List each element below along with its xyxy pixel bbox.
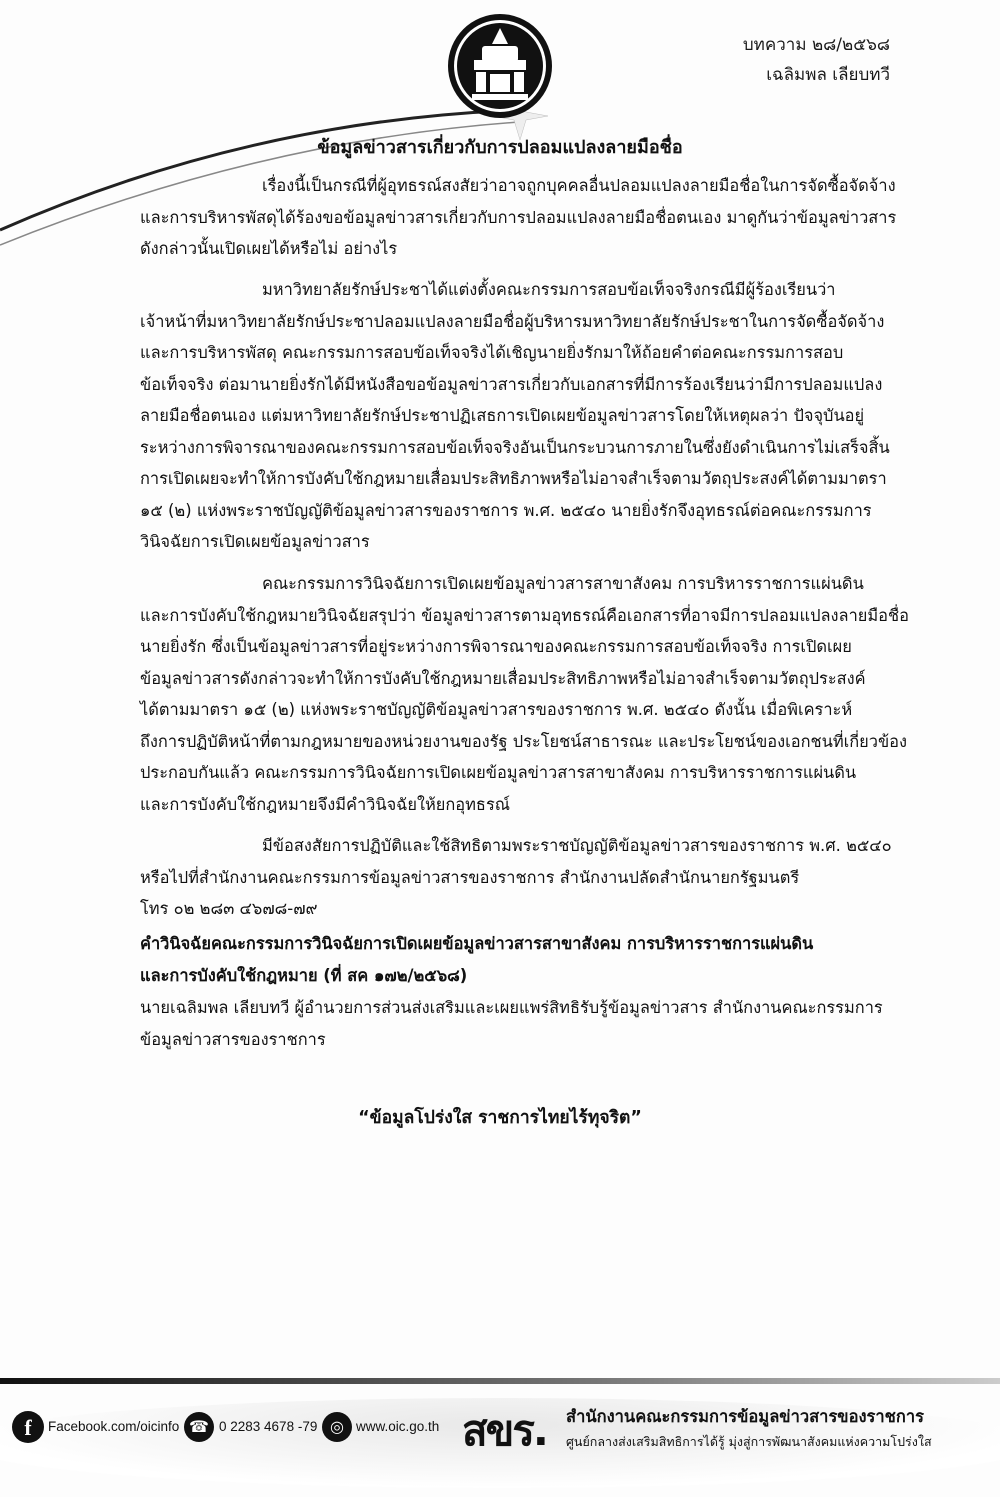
article-meta [743,30,890,90]
text-line: นายยิ่งรัก ซึ่งเป็นข้อมูลข่าวสารที่อยู่ระหว่างการพิจารณาของคณะกรรมการสอบข้อเท็จจริง การเปิดเผย [140,637,852,656]
organization-name: สำนักงานคณะกรรมการข้อมูลข่าวสารของราชการ [566,1407,924,1426]
text-line: เจ้าหน้าที่มหาวิทยาลัยรักษ์ประชาปลอมแปลงลายมือชื่อผู้บริหารมหาวิทยาลัยรักษ์ประชาในการจัดซื้อจัดจ้าง [140,311,885,331]
text-line: ประกอบกันแล้ว คณะกรรมการวินิจฉัยการเปิดเผยข้อมูลข่าวสารสาขาสังคม การบริหารราชการแผ่นดิน [140,763,857,782]
facebook-icon[interactable]: f [12,1411,44,1443]
text-line: ข้อมูลข่าวสารดังกล่าวจะทำให้การบังคับใช้กฎหมายเสื่อมประสิทธิภาพหรือไม่อาจสำเร็จตามวัตถุประสงค์ [140,668,866,688]
oic-logo: สขร. [462,1406,547,1455]
text-line: มหาวิทยาลัยรักษ์ประชาได้แต่งตั้งคณะกรรมการสอบข้อเท็จจริงกรณีมีผู้ร้องเรียนว่า [262,280,836,299]
text-line: ระหว่างการพิจารณาของคณะกรรมการสอบข้อเท็จจริงอันเป็นกระบวนการภายในซึ่งยังดำเนินการไม่เสร็จสิ้น [140,437,890,457]
text-line: ข้อมูลข่าวสารของราชการ [140,1029,326,1049]
text-line: ลายมือชื่อตนเอง แต่มหาวิทยาลัยรักษ์ประชาปฏิเสธการเปิดเผยข้อมูลข่าวสารโดยให้เหตุผลว่า ปัจจุบันอยู่ [140,406,865,425]
text-line: และการบังคับใช้กฎหมาย (ที่ สค ๑๗๒/๒๕๖๘) [140,965,468,985]
government-seal-emblem [444,10,556,122]
organization-tagline: ศูนย์กลางส่งเสริมสิทธิการได้รู้ มุ่งสู่การพัฒนาสังคมแห่งความโปร่งใส [566,1434,932,1449]
document-title: ข้อมูลข่าวสารเกี่ยวกับการปลอมแปลงลายมือชื่อ [317,137,683,158]
paragraph-intro [140,170,897,265]
text-line: ๑๕ (๒) แห่งพระราชบัญญัติข้อมูลข่าวสารของราชการ พ.ศ. ๒๕๔๐ นายยิ่งรักจึงอุทธรณ์ต่อคณะกรรมการ [140,500,872,520]
phone-number: 0 2283 4678 -79 [219,1419,318,1434]
slogan: “ข้อมูลโปร่งใส ราชการไทยไร้ทุจริต” [358,1108,642,1128]
facebook-link[interactable]: Facebook.com/oicinfo [48,1419,180,1434]
text-line: คำวินิจฉัยคณะกรรมการวินิจฉัยการเปิดเผยข้อมูลข่าวสารสาขาสังคม การบริหารราชการแผ่นดิน [140,934,814,953]
globe-icon: ◎ [322,1412,352,1442]
website-link[interactable]: www.oic.go.th [356,1419,440,1434]
text-line: คณะกรรมการวินิจฉัยการเปิดเผยข้อมูลข่าวสารสาขาสังคม การบริหารราชการแผ่นดิน [262,574,864,593]
text-line: ได้ตามมาตรา ๑๕ (๒) แห่งพระราชบัญญัติข้อมูลข่าวสารของราชการ พ.ศ. ๒๕๔๐ ดังนั้น เมื่อพิเคราะห์ [140,700,853,719]
paragraph-contact [140,830,892,925]
author-credit [140,992,883,1055]
text-line: หรือไปที่สำนักงานคณะกรรมการข้อมูลข่าวสารของราชการ สำนักงานปลัดสำนักนายกรัฐมนตรี [140,867,800,887]
text-line: และการบริหารพัสดุ คณะกรรมการสอบข้อเท็จจริงได้เชิญนายยิ่งรักมาให้ถ้อยคำต่อคณะกรรมการสอบ [140,343,844,362]
text-line: ดังกล่าวนั้นเปิดเผยได้หรือไม่ อย่างไร [140,239,398,258]
text-line: และการบริหารพัสดุได้ร้องขอข้อมูลข่าวสารเกี่ยวกับการปลอมแปลงลายมือชื่อตนเอง มาดูกันว่าข้อมูลข่าวสาร [140,207,897,227]
footer-banner [0,1378,1000,1497]
text-line: เรื่องนี้เป็นกรณีที่ผู้อุทธรณ์สงสัยว่าอาจถูกบุคคลอื่นปลอมแปลงลายมือชื่อในการจัดซื้อจัดจ้าง [262,176,896,195]
article-author: เฉลิมพล เลียบทวี [766,65,890,85]
text-line: และการบังคับใช้กฎหมายจึงมีคำวินิจฉัยให้ยกอุทธรณ์ [140,794,510,814]
decision-reference [140,928,880,991]
text-line: ถึงการปฏิบัติหน้าที่ตามกฎหมายของหน่วยงานของรัฐ ประโยชน์สาธารณะ และประโยชน์ของเอกชนที่เกี่ยวข้อง [140,731,908,751]
paragraph-ruling [140,568,909,820]
paragraph-facts [140,274,890,558]
contact-phone-line: โทร ๐๒ ๒๘๓ ๔๖๗๘-๗๙ [140,899,318,918]
text-line: และการบังคับใช้กฎหมายวินิจฉัยสรุปว่า ข้อมูลข่าวสารตามอุทธรณ์คือเอกสารที่อาจมีการปลอมแปลงลายมือชื่อ [140,605,909,625]
text-line: วินิจฉัยการเปิดเผยข้อมูลข่าวสาร [140,532,370,551]
text-line: นายเฉลิมพล เลียบทวี ผู้อำนวยการส่วนส่งเสริมและเผยแพร่สิทธิรับรู้ข้อมูลข่าวสาร สำนักงานคณะกรรมการ [140,998,883,1017]
footer-divider [0,1378,1000,1384]
article-number: บทความ ๒๘/๒๕๖๘ [742,35,890,55]
text-line: การเปิดเผยจะทำให้การบังคับใช้กฎหมายเสื่อมประสิทธิภาพหรือไม่อาจสำเร็จตามวัตถุประสงค์ได้ตามมาตรา [140,469,887,488]
text-line: มีข้อสงสัยการปฏิบัติและใช้สิทธิตามพระราชบัญญัติข้อมูลข่าวสารของราชการ พ.ศ. ๒๕๔๐ [262,836,892,855]
text-line: ข้อเท็จจริง ต่อมานายยิ่งรักได้มีหนังสือขอข้อมูลข่าวสารเกี่ยวกับเอกสารที่มีการร้องเรียนว่ามีการปลอมแปลง [140,374,883,394]
phone-icon: ☎ [184,1412,214,1442]
